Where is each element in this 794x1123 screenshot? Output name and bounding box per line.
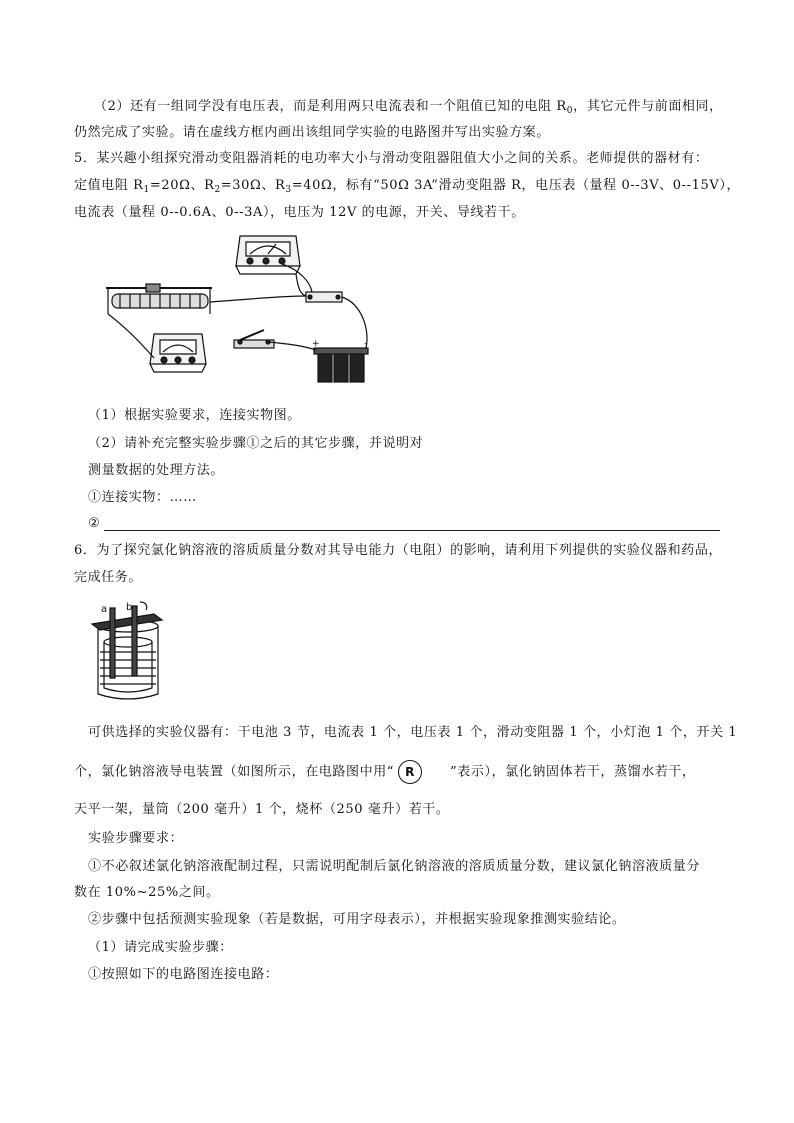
q6-stem-line1: 6．为了探究氯化钠溶液的溶质质量分数对其导电能力（电阻）的影响，请利用下列提供的实验仪器和药品， xyxy=(74,543,723,558)
q5-stem-line3: 电流表（量程 0--0.6A、0--3A），电压为 12V 的电源，开关、导线若干。 xyxy=(74,205,525,220)
svg-text:+: + xyxy=(312,339,320,349)
ammeter-icon xyxy=(150,334,206,372)
q5-circuit-figure xyxy=(100,230,390,390)
q5-step2-answer-line xyxy=(104,530,720,531)
q6-conductivity-device-figure xyxy=(88,596,170,706)
q6-requirement1-line2: 数在 10%~25%之间。 xyxy=(74,885,220,900)
q4-part2-line1: （2）还有一组同学没有电压表，而是利用两只电流表和一个阻值已知的电阻 $R_0$，其它元件与前面相同， xyxy=(94,99,723,116)
q5-sub2-continued: 测量数据的处理方法。 xyxy=(88,463,225,478)
q5-stem-line2: 定值电阻 $R_1=20\Omega$、$R_2=30\Omega$、$R_3=40\Omega$，标有“50Ω 3A”滑动变阻器 R，电压表（量程 0--3V、0--15V）， xyxy=(74,178,741,195)
q5-step2: ② xyxy=(88,516,101,531)
terminal-block-icon xyxy=(306,292,342,302)
q6-available-line3: 天平一架，量筒（200 毫升）1 个，烧杯（250 毫升）若干。 xyxy=(74,802,450,817)
rheostat-icon xyxy=(106,284,212,314)
battery-icon xyxy=(314,348,368,382)
q5-stem-line1: 5．某兴趣小组探究滑动变阻器消耗的电功率大小与滑动变阻器阻值大小之间的关系。老师提供的器材有： xyxy=(74,151,709,166)
q6-available-line1: 可供选择的实验仪器有：干电池 3 节，电流表 1 个，电压表 1 个，滑动变阻器 1 个，小灯泡 1 个，开关 1 xyxy=(88,725,738,740)
q6-sub1: （1）请完成实验步骤： xyxy=(88,940,233,955)
q5-sub1: （1）根据实验要求，连接实物图。 xyxy=(88,408,301,423)
q6-sub1-step1: ①按照如下的电路图连接电路： xyxy=(88,967,279,982)
switch-icon xyxy=(234,330,274,348)
solution-resistor-symbol-icon: R xyxy=(398,760,422,784)
svg-text:a: a xyxy=(101,604,108,615)
q5-step1: ①连接实物：…… xyxy=(88,490,197,505)
svg-text:-: - xyxy=(364,339,368,349)
q6-requirement1-line1: ①不必叙述氯化钠溶液配制过程，只需说明配制后氯化钠溶液的溶质质量分数，建议氯化钠溶液质量分 xyxy=(88,859,701,874)
q5-sub2: （2）请补充完整实验步骤①之后的其它步骤，并说明对 xyxy=(88,436,424,451)
q4-part2-line2: 仍然完成了实验。请在虚线方框内画出该组同学实验的电路图并写出实验方案。 xyxy=(74,125,551,140)
q6-stem-line2: 完成任务。 xyxy=(74,570,143,585)
svg-text:b: b xyxy=(126,602,133,613)
q6-available-line2: 个，氯化钠溶液导电装置（如图所示，在电路图中用“ R ”表示），氯化钠固体若干，蒸馏水若干， xyxy=(74,760,696,784)
voltmeter-icon xyxy=(236,236,300,274)
q6-requirement2: ②步骤中包括预测实验现象（若是数据，可用字母表示），并根据实验现象推测实验结论。 xyxy=(88,912,626,927)
q6-requirements-heading: 实验步骤要求： xyxy=(88,831,184,846)
